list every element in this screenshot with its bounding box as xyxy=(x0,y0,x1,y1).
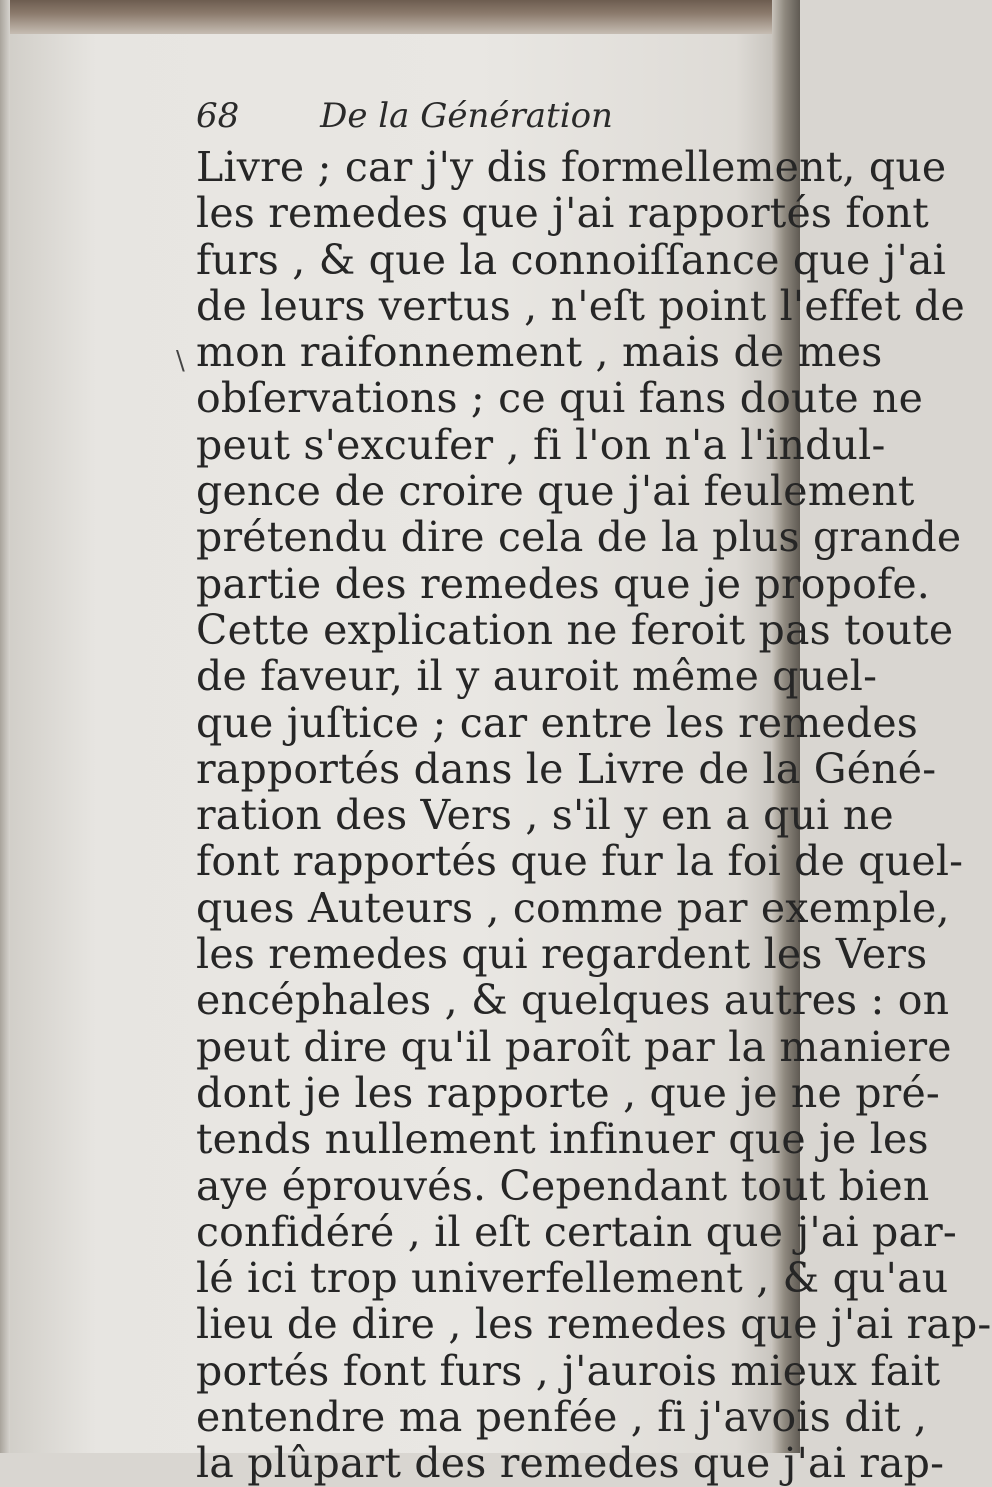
text-line: entendre ma penfée , fi j'avois dit , xyxy=(196,1393,928,1442)
text-line: furs , & que la connoiſſance que j'ai xyxy=(196,235,946,284)
text-line: mon raifonnement , mais de mes xyxy=(196,328,883,377)
text-line: de leurs vertus , n'eſt point l'effet de xyxy=(196,281,965,330)
text-line: confidéré , il eſt certain que j'ai par- xyxy=(196,1207,957,1256)
text-line: obſervations ; ce qui fans doute ne xyxy=(196,374,924,423)
margin-mark: \ xyxy=(176,346,185,376)
text-line: gence de croire que j'ai feulement xyxy=(196,467,915,516)
running-title: De la Génération xyxy=(320,96,613,136)
text-line: encéphales , & quelques autres : on xyxy=(196,976,950,1025)
text-line: Livre ; car j'y dis formellement, que xyxy=(196,143,947,191)
text-line: de faveur, il y auroit même quel- xyxy=(196,652,878,701)
text-line: les remedes qui regardent les Vers xyxy=(196,930,928,979)
text-line: lé ici trop univerfellement , & qu'au xyxy=(196,1254,949,1303)
page-top-edge xyxy=(0,0,800,34)
body-text xyxy=(196,143,992,1487)
text-line: partie des remedes que je propofe. xyxy=(196,559,931,608)
text-line: font rapportés que fur la foi de quel- xyxy=(196,837,964,886)
text-line: aye éprouvés. Cependant tout bien xyxy=(196,1161,930,1210)
text-line: dont je les rapporte , que je ne pré- xyxy=(196,1068,940,1117)
page-number: 68 xyxy=(196,96,240,136)
running-header xyxy=(196,96,613,136)
text-line: ques Auteurs , comme par exemple, xyxy=(196,883,950,932)
text-line: peut dire qu'il paroît par la maniere xyxy=(196,1022,952,1071)
page-left-edge xyxy=(0,0,10,1453)
text-line: Cette explication ne feroit pas toute xyxy=(196,605,954,654)
text-line: rapportés dans le Livre de la Géné- xyxy=(196,744,937,793)
text-line: portés font furs , j'aurois mieux fait xyxy=(196,1346,941,1395)
text-line: tends nullement infinuer que je les xyxy=(196,1115,929,1164)
text-line: prétendu dire cela de la plus grande xyxy=(196,513,962,562)
text-line: ration des Vers , s'il y en a qui ne xyxy=(196,791,894,840)
text-line: les remedes que j'ai rapportés font xyxy=(196,189,929,238)
text-line: que juſtice ; car entre les remedes xyxy=(196,698,919,747)
text-line: la plûpart des remedes que j'ai rap- xyxy=(196,1439,945,1487)
text-line: peut s'excufer , fi l'on n'a l'indul- xyxy=(196,420,886,469)
text-line: lieu de dire , les remedes que j'ai rap- xyxy=(196,1300,992,1349)
